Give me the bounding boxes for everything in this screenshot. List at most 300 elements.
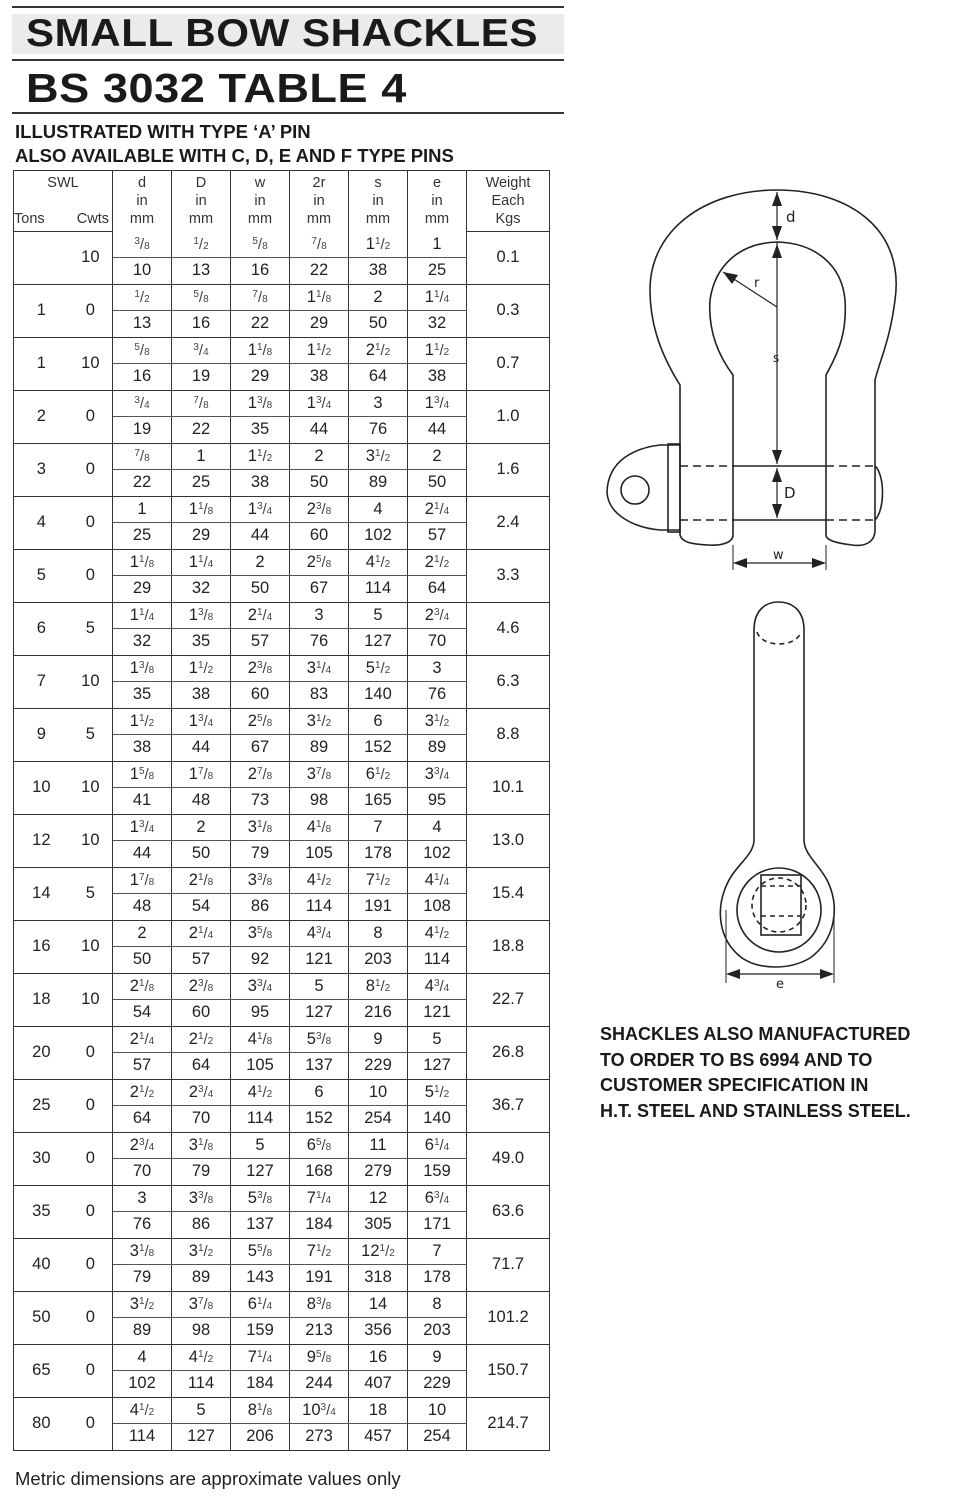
inch-value: $2^1/8$	[172, 867, 231, 893]
inch-value: $6^1/4$	[408, 1132, 467, 1158]
weight-value: 10.1	[467, 761, 550, 814]
swl-cwts: 0	[69, 1026, 113, 1079]
inch-value: $2^1/8$	[113, 973, 172, 999]
inch-value: $6^1/4$	[231, 1291, 290, 1317]
inch-value: $4^3/4$	[290, 920, 349, 946]
mm-value: 127	[231, 1158, 290, 1185]
table-row	[14, 814, 550, 840]
mm-value: 152	[290, 1105, 349, 1132]
mm-value: 64	[349, 363, 408, 390]
inch-value: $2^3/8$	[290, 496, 349, 522]
table-row	[14, 232, 550, 258]
mm-value: 57	[113, 1052, 172, 1079]
mm-value: 32	[408, 310, 467, 337]
inch-value: $4^1/4$	[408, 867, 467, 893]
mm-value: 32	[113, 628, 172, 655]
mm-value: 50	[231, 575, 290, 602]
mm-value: 60	[231, 681, 290, 708]
table-row	[14, 1291, 550, 1317]
mm-value: 108	[408, 893, 467, 920]
mm-value: 318	[349, 1264, 408, 1291]
mm-value: 57	[172, 946, 231, 973]
mm-value: 159	[231, 1317, 290, 1344]
mm-value: 184	[231, 1370, 290, 1397]
inch-value: $^7$/8	[290, 232, 349, 258]
inch-value: 6	[290, 1079, 349, 1105]
swl-cwts: 5	[69, 867, 113, 920]
inch-value: $4^1/8$	[290, 814, 349, 840]
inch-value: 1	[408, 232, 467, 258]
mm-value: 273	[290, 1423, 349, 1450]
swl-cwts: 10	[69, 337, 113, 390]
mm-value: 121	[408, 999, 467, 1026]
inch-value: 2	[290, 443, 349, 469]
mm-value: 114	[231, 1105, 290, 1132]
inch-value: 5	[349, 602, 408, 628]
mm-value: 35	[231, 416, 290, 443]
mm-value: 102	[408, 840, 467, 867]
inch-value: $1^1/4$	[172, 549, 231, 575]
mm-value: 29	[290, 310, 349, 337]
swl-cwts: 10	[69, 655, 113, 708]
inch-value: $2^1/2$	[349, 337, 408, 363]
weight-value: 3.3	[467, 549, 550, 602]
inch-value: 8	[349, 920, 408, 946]
mm-value: 89	[349, 469, 408, 496]
mm-value: 76	[113, 1211, 172, 1238]
weight-value: 0.3	[467, 284, 550, 337]
mm-value: 16	[231, 257, 290, 284]
swl-cwts: 10	[69, 814, 113, 867]
mm-value: 70	[408, 628, 467, 655]
mm-value: 127	[290, 999, 349, 1026]
metric-footnote: Metric dimensions are approximate values only	[15, 1468, 401, 1489]
mm-value: 13	[172, 257, 231, 284]
cwts-label: Cwts	[76, 211, 109, 227]
table-row	[14, 602, 550, 628]
inch-value: $1^5/8$	[113, 761, 172, 787]
inch-value: $3^3/4$	[408, 761, 467, 787]
weight-value: 150.7	[467, 1344, 550, 1397]
mm-value: 13	[113, 310, 172, 337]
swl-tons: 10	[14, 761, 69, 814]
col-header-D: D in mm	[172, 171, 231, 232]
inch-value: 2	[113, 920, 172, 946]
inch-value: $5^3/8$	[290, 1026, 349, 1052]
mm-value: 60	[172, 999, 231, 1026]
mm-value: 70	[172, 1105, 231, 1132]
mm-value: 35	[113, 681, 172, 708]
mm-value: 57	[408, 522, 467, 549]
inch-value: $3^1/4$	[290, 655, 349, 681]
inch-value: $^5$/8	[172, 284, 231, 310]
mm-value: 76	[408, 681, 467, 708]
mm-value: 38	[290, 363, 349, 390]
mm-value: 50	[113, 946, 172, 973]
inch-value: $10^3/4$	[290, 1397, 349, 1423]
inch-value: $4^1/2$	[290, 867, 349, 893]
inch-value: $1^1/2$	[349, 232, 408, 258]
table-row	[14, 1238, 550, 1264]
inch-value: $1^3/8$	[172, 602, 231, 628]
table-row	[14, 1079, 550, 1105]
swl-tons: 7	[14, 655, 69, 708]
inch-value: $^1$/2	[172, 232, 231, 258]
note-line: TO ORDER TO BS 6994 AND TO	[600, 1049, 873, 1070]
table-row	[14, 337, 550, 363]
table-row	[14, 1185, 550, 1211]
mm-value: 244	[290, 1370, 349, 1397]
inch-value: 14	[349, 1291, 408, 1317]
inch-value: $7^1/2$	[290, 1238, 349, 1264]
swl-cwts: 0	[69, 1291, 113, 1344]
inch-value: 3	[290, 602, 349, 628]
inch-value: $3^3/8$	[231, 867, 290, 893]
inch-value: $2^3/8$	[231, 655, 290, 681]
mm-value: 29	[172, 522, 231, 549]
mm-value: 60	[290, 522, 349, 549]
weight-value: 22.7	[467, 973, 550, 1026]
inch-value: $12^1/2$	[349, 1238, 408, 1264]
mm-value: 73	[231, 787, 290, 814]
swl-tons: 3	[14, 443, 69, 496]
swl-tons: 9	[14, 708, 69, 761]
weight-value: 63.6	[467, 1185, 550, 1238]
mm-value: 127	[408, 1052, 467, 1079]
inch-value: 5	[231, 1132, 290, 1158]
inch-value: $1^1/8$	[290, 284, 349, 310]
inch-value: $7^1/4$	[290, 1185, 349, 1211]
weight-value: 26.8	[467, 1026, 550, 1079]
mm-value: 38	[231, 469, 290, 496]
swl-tons: 5	[14, 549, 69, 602]
inch-value: $8^1/2$	[349, 973, 408, 999]
swl-cwts: 0	[69, 443, 113, 496]
inch-value: 2	[172, 814, 231, 840]
mm-value: 44	[113, 840, 172, 867]
mm-value: 216	[349, 999, 408, 1026]
inch-value: $3^1/2$	[172, 1238, 231, 1264]
table-row	[14, 973, 550, 999]
inch-value: 8	[408, 1291, 467, 1317]
table-row	[14, 1344, 550, 1370]
inch-value: 2	[349, 284, 408, 310]
mm-value: 137	[231, 1211, 290, 1238]
weight-value: 4.6	[467, 602, 550, 655]
inch-value: $3^1/2$	[408, 708, 467, 734]
inch-value: $1^1/4$	[113, 602, 172, 628]
swl-header	[14, 171, 113, 232]
weight-value: 8.8	[467, 708, 550, 761]
inch-value: $5^5/8$	[231, 1238, 290, 1264]
mm-value: 102	[349, 522, 408, 549]
inch-value: $4^1/2$	[408, 920, 467, 946]
inch-value: 1	[113, 496, 172, 522]
inch-value: $1^3/4$	[408, 390, 467, 416]
pin-type-note: ILLUSTRATED WITH TYPE ‘A’ PIN	[15, 121, 311, 142]
inch-value: $2^5/8$	[290, 549, 349, 575]
mm-value: 127	[349, 628, 408, 655]
inch-value: $3^3/4$	[231, 973, 290, 999]
inch-value: $5^1/2$	[349, 655, 408, 681]
mm-value: 83	[290, 681, 349, 708]
mm-value: 254	[408, 1423, 467, 1450]
mm-value: 50	[290, 469, 349, 496]
inch-value: 6	[349, 708, 408, 734]
mm-value: 171	[408, 1211, 467, 1238]
mm-value: 95	[231, 999, 290, 1026]
mm-value: 19	[172, 363, 231, 390]
inch-value: $1^1/2$	[172, 655, 231, 681]
inch-value: $4^1/2$	[172, 1344, 231, 1370]
mm-value: 114	[172, 1370, 231, 1397]
mm-value: 25	[408, 257, 467, 284]
weight-value: 2.4	[467, 496, 550, 549]
mm-value: 191	[290, 1264, 349, 1291]
standard-title: BS 3032 TABLE 4	[26, 65, 407, 111]
inch-value: $1^3/4$	[290, 390, 349, 416]
swl-cwts: 10	[69, 761, 113, 814]
mm-value: 29	[113, 575, 172, 602]
inch-value: $3^1/8$	[113, 1238, 172, 1264]
mm-value: 38	[113, 734, 172, 761]
inch-value: $^7$/8	[113, 443, 172, 469]
inch-value: $^5$/8	[113, 337, 172, 363]
inch-value: $3^1/8$	[231, 814, 290, 840]
inch-value: $2^7/8$	[231, 761, 290, 787]
mm-value: 22	[231, 310, 290, 337]
inch-value: 11	[349, 1132, 408, 1158]
mm-value: 44	[172, 734, 231, 761]
swl-tons: 1	[14, 337, 69, 390]
title-divider	[12, 59, 564, 61]
swl-cwts: 0	[69, 1344, 113, 1397]
mm-value: 98	[290, 787, 349, 814]
weight-value: 0.7	[467, 337, 550, 390]
weight-value: 71.7	[467, 1238, 550, 1291]
mm-value: 143	[231, 1264, 290, 1291]
swl-cwts: 0	[69, 1185, 113, 1238]
swl-tons: 80	[14, 1397, 69, 1450]
inch-value: $2^1/2$	[172, 1026, 231, 1052]
mm-value: 89	[290, 734, 349, 761]
mm-value: 70	[113, 1158, 172, 1185]
inch-value: $^7$/8	[172, 390, 231, 416]
swl-cwts: 0	[69, 1397, 113, 1450]
mm-value: 38	[349, 257, 408, 284]
mm-value: 50	[349, 310, 408, 337]
inch-value: $2^3/8$	[172, 973, 231, 999]
mm-value: 184	[290, 1211, 349, 1238]
mm-value: 25	[113, 522, 172, 549]
mm-value: 22	[172, 416, 231, 443]
inch-value: 1	[172, 443, 231, 469]
mm-value: 159	[408, 1158, 467, 1185]
label-e: e	[776, 977, 784, 992]
mm-value: 22	[290, 257, 349, 284]
inch-value: $1^3/8$	[113, 655, 172, 681]
mm-value: 137	[290, 1052, 349, 1079]
mm-value: 29	[231, 363, 290, 390]
inch-value: $1^1/4$	[408, 284, 467, 310]
inch-value: 9	[349, 1026, 408, 1052]
mm-value: 203	[349, 946, 408, 973]
mm-value: 178	[408, 1264, 467, 1291]
inch-value: $1^7/8$	[172, 761, 231, 787]
inch-value: 3	[113, 1185, 172, 1211]
weight-value: 1.6	[467, 443, 550, 496]
note-line: H.T. STEEL AND STAINLESS STEEL.	[600, 1100, 911, 1121]
mm-value: 114	[349, 575, 408, 602]
mm-value: 140	[349, 681, 408, 708]
mm-value: 79	[231, 840, 290, 867]
mm-value: 114	[408, 946, 467, 973]
swl-cwts: 0	[69, 496, 113, 549]
mm-value: 16	[172, 310, 231, 337]
inch-value: $^5$/8	[231, 232, 290, 258]
mm-value: 105	[290, 840, 349, 867]
col-header-d: d in mm	[113, 171, 172, 232]
swl-tons: 16	[14, 920, 69, 973]
mm-value: 168	[290, 1158, 349, 1185]
mm-value: 98	[172, 1317, 231, 1344]
swl-cwts: 10	[69, 232, 113, 285]
swl-tons: 50	[14, 1291, 69, 1344]
inch-value: $2^3/4$	[172, 1079, 231, 1105]
mm-value: 105	[231, 1052, 290, 1079]
table-row	[14, 920, 550, 946]
swl-cwts: 0	[69, 1238, 113, 1291]
mm-value: 22	[113, 469, 172, 496]
inch-value: $1^1/2$	[290, 337, 349, 363]
table-row	[14, 443, 550, 469]
mm-value: 48	[172, 787, 231, 814]
swl-label: SWL	[47, 175, 79, 191]
inch-value: $6^5/8$	[290, 1132, 349, 1158]
mm-value: 114	[113, 1423, 172, 1450]
manufacturing-note	[600, 1022, 911, 1124]
inch-value: 5	[408, 1026, 467, 1052]
weight-value: 214.7	[467, 1397, 550, 1450]
inch-value: $3^7/8$	[172, 1291, 231, 1317]
inch-value: $1^1/8$	[172, 496, 231, 522]
mm-value: 121	[290, 946, 349, 973]
mm-value: 89	[408, 734, 467, 761]
mm-value: 457	[349, 1423, 408, 1450]
mm-value: 356	[349, 1317, 408, 1344]
inch-value: 4	[408, 814, 467, 840]
swl-tons: 4	[14, 496, 69, 549]
swl-tons: 2	[14, 390, 69, 443]
inch-value: $^7$/8	[231, 284, 290, 310]
weight-value: 101.2	[467, 1291, 550, 1344]
page-title: SMALL BOW SHACKLES	[26, 12, 539, 55]
mm-value: 35	[172, 628, 231, 655]
inch-value: $2^5/8$	[231, 708, 290, 734]
label-r: r	[754, 276, 760, 291]
shackle-front-view-diagram	[590, 170, 900, 590]
mm-value: 254	[349, 1105, 408, 1132]
inch-value: $1^3/4$	[231, 496, 290, 522]
inch-value: $1^1/8$	[231, 337, 290, 363]
inch-value: 4	[349, 496, 408, 522]
mm-value: 102	[113, 1370, 172, 1397]
inch-value: $4^1/2$	[113, 1397, 172, 1423]
inch-value: 16	[349, 1344, 408, 1370]
inch-value: $^3$/4	[113, 390, 172, 416]
inch-value: $6^3/4$	[408, 1185, 467, 1211]
swl-cwts: 5	[69, 602, 113, 655]
inch-value: $1^1/2$	[231, 443, 290, 469]
mm-value: 89	[172, 1264, 231, 1291]
inch-value: $7^1/2$	[349, 867, 408, 893]
mm-value: 57	[231, 628, 290, 655]
mm-value: 64	[113, 1105, 172, 1132]
swl-tons: 25	[14, 1079, 69, 1132]
swl-cwts: 0	[69, 1079, 113, 1132]
mm-value: 407	[349, 1370, 408, 1397]
inch-value: 12	[349, 1185, 408, 1211]
mm-value: 10	[113, 257, 172, 284]
inch-value: $1^3/4$	[113, 814, 172, 840]
table-row	[14, 496, 550, 522]
inch-value: $2^1/4$	[408, 496, 467, 522]
inch-value: $^3$/8	[113, 232, 172, 258]
inch-value: 5	[172, 1397, 231, 1423]
col-header-weight: Weight Each Kgs	[467, 171, 550, 232]
mm-value: 229	[349, 1052, 408, 1079]
label-d: d	[786, 208, 796, 226]
inch-value: $1^1/2$	[408, 337, 467, 363]
mm-value: 25	[172, 469, 231, 496]
table-row	[14, 761, 550, 787]
mm-value: 86	[231, 893, 290, 920]
inch-value: $^3$/4	[172, 337, 231, 363]
table-row	[14, 867, 550, 893]
inch-value: $1^1/2$	[113, 708, 172, 734]
weight-value: 15.4	[467, 867, 550, 920]
col-header-s: s in mm	[349, 171, 408, 232]
table-row	[14, 1132, 550, 1158]
tons-label: Tons	[14, 211, 45, 227]
mm-value: 44	[290, 416, 349, 443]
inch-value: 7	[349, 814, 408, 840]
mm-value: 38	[408, 363, 467, 390]
inch-value: $4^1/8$	[231, 1026, 290, 1052]
inch-value: 5	[290, 973, 349, 999]
weight-value: 0.1	[467, 232, 550, 285]
shackle-side-view-diagram	[700, 590, 860, 1000]
inch-value: $6^1/2$	[349, 761, 408, 787]
inch-value: $9^5/8$	[290, 1344, 349, 1370]
swl-tons: 6	[14, 602, 69, 655]
swl-cwts: 10	[69, 920, 113, 973]
mm-value: 41	[113, 787, 172, 814]
weight-value: 36.7	[467, 1079, 550, 1132]
inch-value: $^1$/2	[113, 284, 172, 310]
inch-value: $8^1/8$	[231, 1397, 290, 1423]
weight-value: 6.3	[467, 655, 550, 708]
inch-value: $3^1/2$	[113, 1291, 172, 1317]
swl-cwts: 0	[69, 549, 113, 602]
mm-value: 279	[349, 1158, 408, 1185]
col-header-e: e in mm	[408, 171, 467, 232]
inch-value: $4^1/2$	[231, 1079, 290, 1105]
col-header-w: w in mm	[231, 171, 290, 232]
inch-value: $5^3/8$	[231, 1185, 290, 1211]
inch-value: 4	[113, 1344, 172, 1370]
mm-value: 64	[172, 1052, 231, 1079]
